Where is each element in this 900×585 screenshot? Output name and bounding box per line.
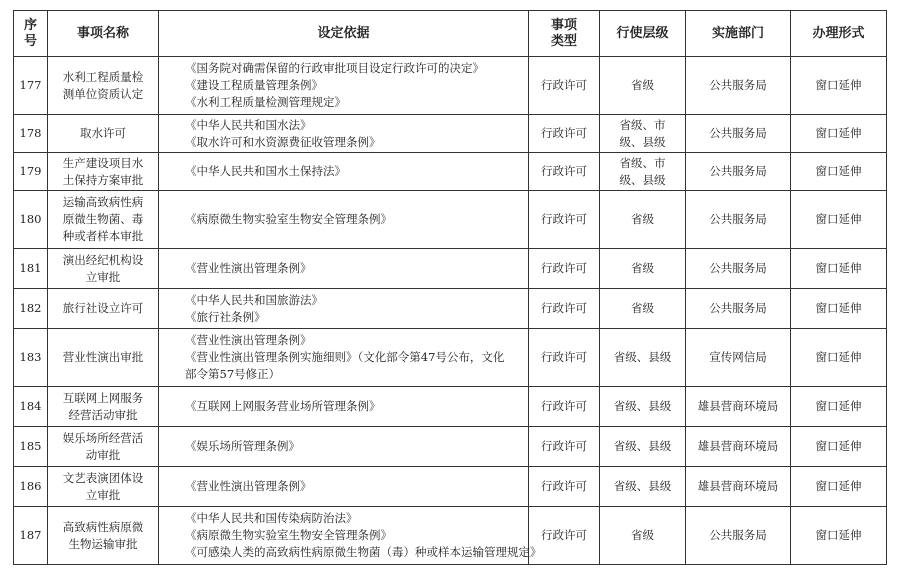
cell-no: 177 <box>14 57 48 115</box>
cell-item-name: 互联网上网服务经营活动审批 <box>48 387 159 427</box>
basis-line: 《中华人民共和国水法》 <box>185 117 312 132</box>
cell-basis <box>159 329 529 387</box>
cell-item-name: 文艺表演团体设立审批 <box>48 467 159 507</box>
cell-level: 省级、县级 <box>600 427 686 467</box>
cell-item-name: 旅行社设立许可 <box>48 289 159 329</box>
basis-line: 《中华人民共和国旅游法》 <box>185 292 323 307</box>
basis-line: 《中华人民共和国水土保持法》 <box>185 164 346 178</box>
cell-basis <box>159 387 529 427</box>
cell-item-type: 行政许可 <box>529 427 600 467</box>
table-row <box>14 249 887 289</box>
cell-item-type: 行政许可 <box>529 115 600 153</box>
cell-item-type: 行政许可 <box>529 387 600 427</box>
basis-line: 《互联网上网服务营业场所管理条例》 <box>185 399 381 413</box>
table-row <box>14 329 887 387</box>
cell-level: 省级 <box>600 249 686 289</box>
cell-item-name: 水利工程质量检测单位资质认定 <box>48 57 159 115</box>
cell-level: 省级 <box>600 507 686 565</box>
cell-form: 窗口延伸 <box>791 467 887 507</box>
basis-line: 《营业性演出管理条例》 <box>185 479 312 493</box>
table-row <box>14 115 887 153</box>
cell-dept: 公共服务局 <box>686 153 791 191</box>
cell-basis <box>159 507 542 565</box>
cell-no: 183 <box>14 329 48 387</box>
cell-level: 省级、市级、县级 <box>600 153 686 191</box>
table-row <box>14 57 887 115</box>
header-basis: 设定依据 <box>159 11 529 57</box>
cell-item-type: 行政许可 <box>529 191 600 249</box>
basis-line: 部令第57号修正） <box>185 367 281 381</box>
cell-item-name: 高致病性病原微生物运输审批 <box>48 507 159 565</box>
cell-dept: 公共服务局 <box>686 289 791 329</box>
cell-level: 省级、县级 <box>600 387 686 427</box>
cell-level: 省级、县级 <box>600 329 686 387</box>
cell-basis <box>159 153 529 191</box>
cell-no: 178 <box>14 115 48 153</box>
basis-line: 《病原微生物实验室生物安全管理条例》 <box>185 528 392 542</box>
basis-line: 《营业性演出管理条例》 <box>185 333 312 347</box>
header-type: 事项类型 <box>529 11 600 57</box>
cell-basis <box>159 191 529 249</box>
header-no: 序号 <box>14 11 48 57</box>
table-row <box>14 289 887 329</box>
cell-form: 窗口延伸 <box>791 387 887 427</box>
cell-level: 省级、县级 <box>600 467 686 507</box>
cell-basis <box>159 115 529 153</box>
cell-item-type: 行政许可 <box>529 507 600 565</box>
cell-item-name: 运输高致病性病原微生物菌、毒种或者样本审批 <box>48 191 159 249</box>
table-row <box>14 427 887 467</box>
cell-level: 省级 <box>600 57 686 115</box>
basis-line: 《可感染人类的高致病性病原微生物菌（毒）种或样本运输管理规定》 <box>185 545 542 559</box>
cell-basis <box>159 249 529 289</box>
cell-item-type: 行政许可 <box>529 249 600 289</box>
basis-line: 《旅行社条例》 <box>185 309 266 324</box>
cell-no: 179 <box>14 153 48 191</box>
cell-item-name: 演出经纪机构设立审批 <box>48 249 159 289</box>
cell-basis <box>159 427 529 467</box>
cell-form: 窗口延伸 <box>791 427 887 467</box>
table-row <box>14 467 887 507</box>
cell-form: 窗口延伸 <box>791 289 887 329</box>
cell-basis <box>159 467 529 507</box>
cell-form: 窗口延伸 <box>791 249 887 289</box>
cell-basis <box>159 57 529 115</box>
table-row <box>14 387 887 427</box>
basis-line: 《中华人民共和国传染病防治法》 <box>185 511 358 525</box>
basis-line: 《取水许可和水资源费征收管理条例》 <box>185 134 381 149</box>
header-dept: 实施部门 <box>686 11 791 57</box>
cell-form: 窗口延伸 <box>791 507 887 565</box>
header-name: 事项名称 <box>48 11 159 57</box>
cell-form: 窗口延伸 <box>791 153 887 191</box>
cell-item-type: 行政许可 <box>529 329 600 387</box>
cell-no: 185 <box>14 427 48 467</box>
cell-dept: 雄县营商环境局 <box>686 467 791 507</box>
basis-line: 《营业性演出管理条例实施细则》（文化部令第47号公布，文化 <box>185 350 505 364</box>
cell-dept: 公共服务局 <box>686 115 791 153</box>
basis-line: 《建设工程质量管理条例》 <box>185 78 323 92</box>
cell-item-name: 娱乐场所经营活动审批 <box>48 427 159 467</box>
cell-dept: 公共服务局 <box>686 507 791 565</box>
header-form: 办理形式 <box>791 11 887 57</box>
table-header-row <box>14 11 887 57</box>
cell-item-name: 生产建设项目水土保持方案审批 <box>48 153 159 191</box>
cell-level: 省级 <box>600 191 686 249</box>
cell-level: 省级 <box>600 289 686 329</box>
cell-dept: 雄县营商环境局 <box>686 387 791 427</box>
cell-dept: 公共服务局 <box>686 191 791 249</box>
cell-dept: 宣传网信局 <box>686 329 791 387</box>
cell-dept: 公共服务局 <box>686 57 791 115</box>
cell-form: 窗口延伸 <box>791 115 887 153</box>
basis-line: 《国务院对确需保留的行政审批项目设定行政许可的决定》 <box>185 61 484 75</box>
basis-line: 《病原微生物实验室生物安全管理条例》 <box>185 212 392 226</box>
cell-form: 窗口延伸 <box>791 329 887 387</box>
cell-item-type: 行政许可 <box>529 57 600 115</box>
cell-no: 182 <box>14 289 48 329</box>
table-row <box>14 153 887 191</box>
cell-form: 窗口延伸 <box>791 191 887 249</box>
cell-item-name: 取水许可 <box>48 115 159 153</box>
approval-items-table <box>13 10 887 565</box>
cell-basis <box>159 289 529 329</box>
cell-no: 184 <box>14 387 48 427</box>
header-level: 行使层级 <box>600 11 686 57</box>
basis-line: 《营业性演出管理条例》 <box>185 261 312 275</box>
table-row <box>14 191 887 249</box>
cell-item-type: 行政许可 <box>529 467 600 507</box>
cell-no: 187 <box>14 507 48 565</box>
cell-dept: 雄县营商环境局 <box>686 427 791 467</box>
cell-dept: 公共服务局 <box>686 249 791 289</box>
cell-item-type: 行政许可 <box>529 289 600 329</box>
basis-line: 《水利工程质量检测管理规定》 <box>185 95 346 109</box>
cell-item-type: 行政许可 <box>529 153 600 191</box>
table-row <box>14 507 887 565</box>
cell-item-name: 营业性演出审批 <box>48 329 159 387</box>
cell-level: 省级、市级、县级 <box>600 115 686 153</box>
cell-no: 186 <box>14 467 48 507</box>
cell-no: 180 <box>14 191 48 249</box>
basis-line: 《娱乐场所管理条例》 <box>185 439 300 453</box>
cell-no: 181 <box>14 249 48 289</box>
cell-form: 窗口延伸 <box>791 57 887 115</box>
